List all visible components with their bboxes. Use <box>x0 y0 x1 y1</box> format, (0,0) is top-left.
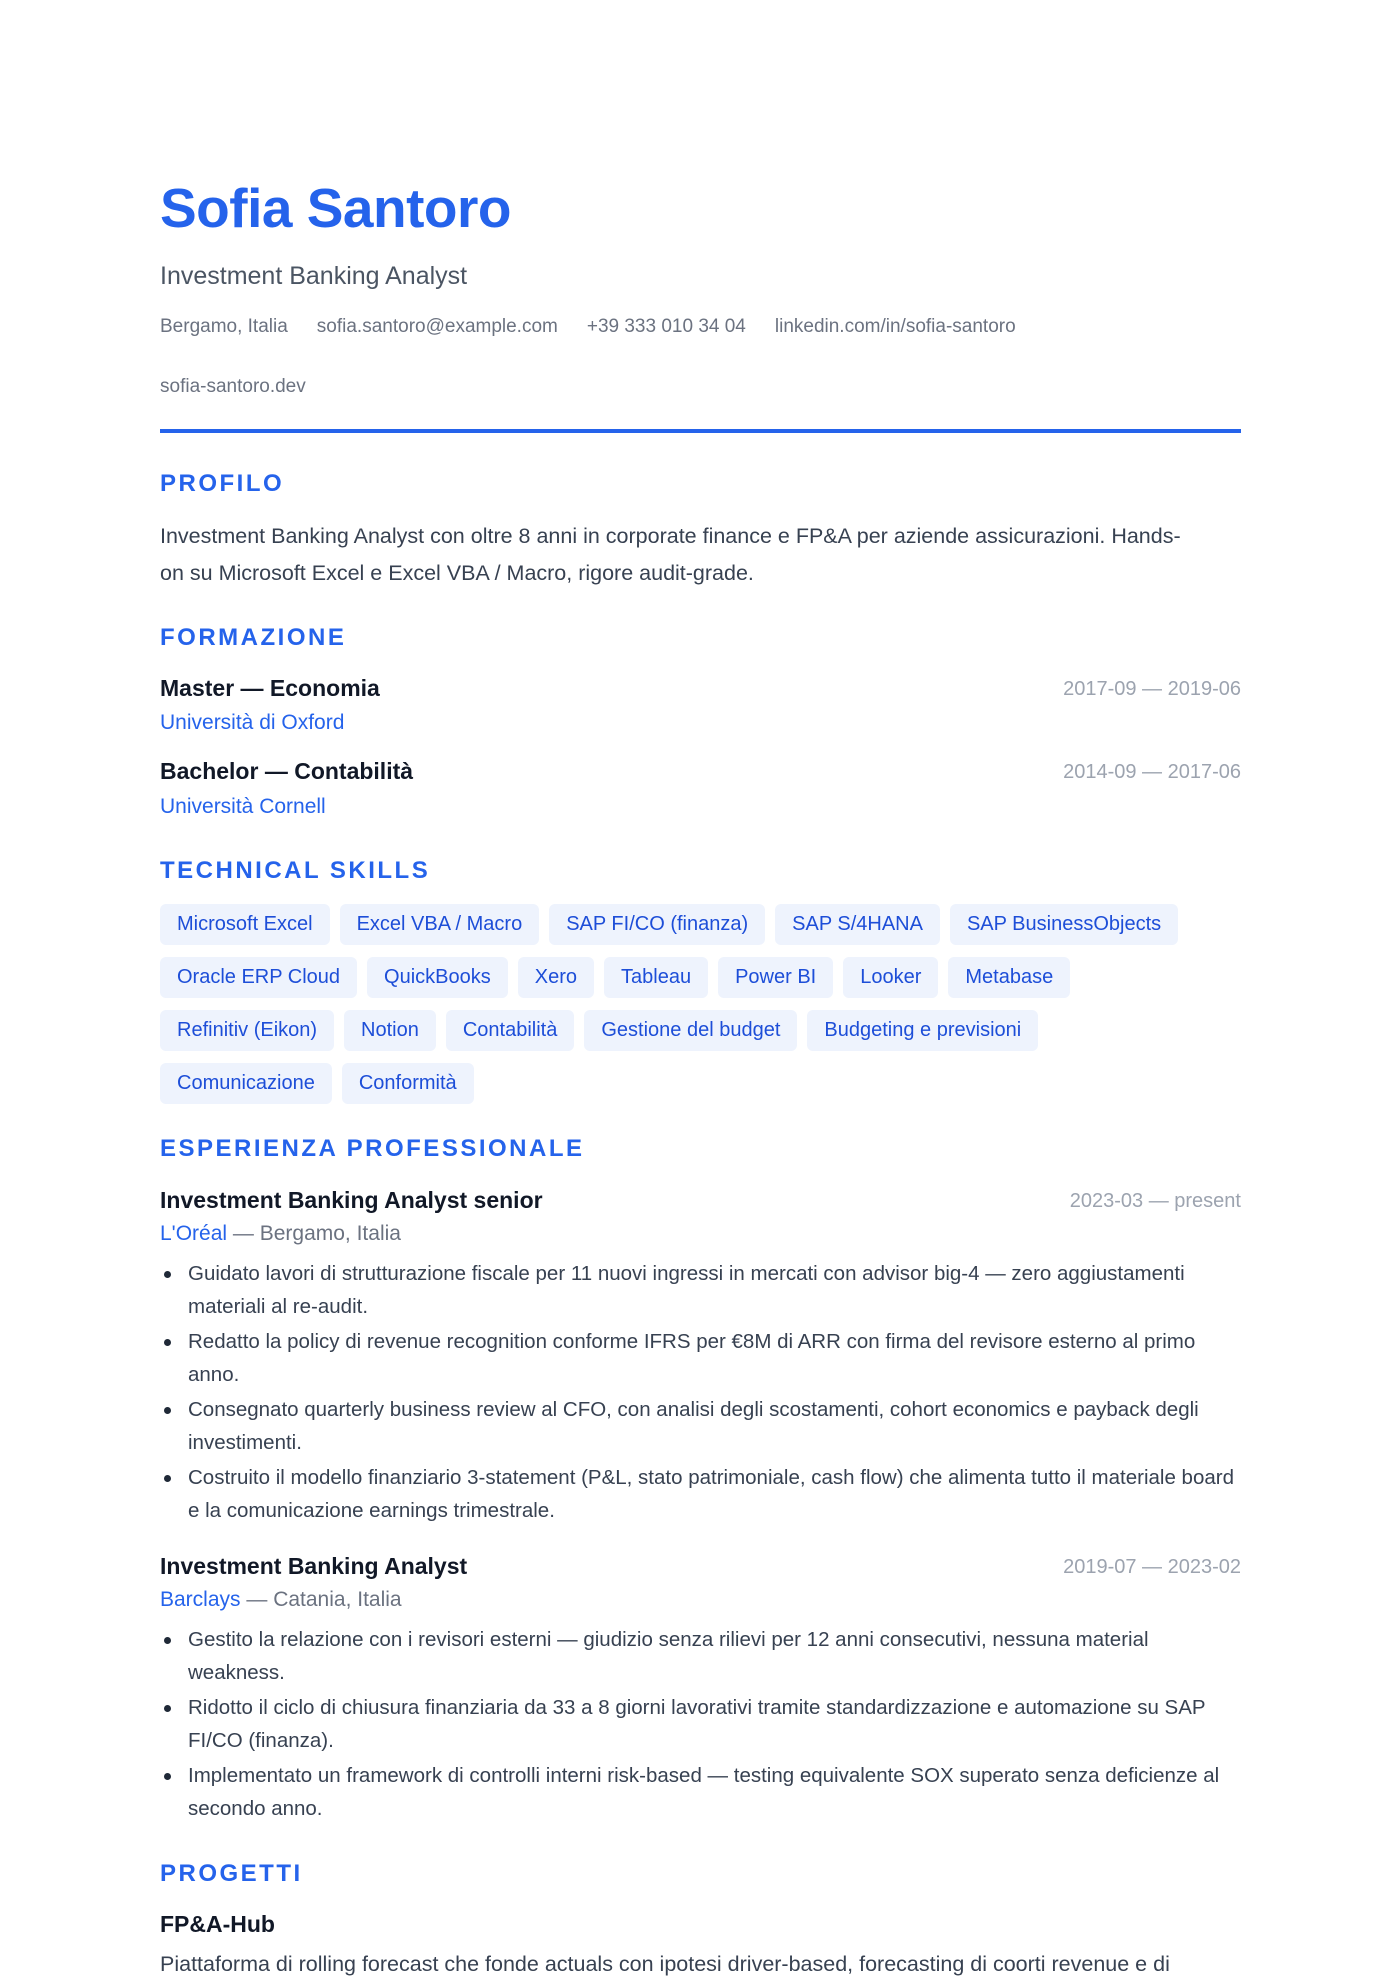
job-title: Investment Banking Analyst <box>160 1553 468 1579</box>
skill-chip: Power BI <box>718 957 833 998</box>
skill-chip: Conformità <box>342 1063 474 1104</box>
skill-chip: Tableau <box>604 957 708 998</box>
skill-chip: Oracle ERP Cloud <box>160 957 357 998</box>
job-employer <box>160 1222 401 1246</box>
skill-chip: Notion <box>344 1010 436 1051</box>
profile-summary-line: Investment Banking Analyst con oltre 8 anni in corporate finance e FP&A per aziende assicurazioni. Hands- <box>160 524 1181 548</box>
skills-list <box>160 904 1241 1116</box>
job-highlight-item: Consegnato quarterly business review al CFO, con analisi degli scostamenti, cohort economics e payback degli investimenti. <box>160 1393 1241 1459</box>
skill-chip: Gestione del budget <box>584 1010 797 1051</box>
job-highlight-item: Ridotto il ciclo di chiusura finanziaria da 33 a 8 giorni lavorativi tramite standardizzazione e automazione su SAP FI/CO (finanza). <box>160 1691 1241 1757</box>
education-degree: Master — Economia <box>160 675 380 701</box>
project-description: Piattaforma di rolling forecast che fonde actuals con ipotesi driver-based, forecasting di coorti revenue e di <box>160 1952 1170 1976</box>
project-name: FP&A-Hub <box>160 1911 275 1937</box>
contact-location: Bergamo, Italia <box>160 316 288 337</box>
job-highlights <box>160 1623 1241 1827</box>
job-highlights <box>160 1257 1241 1529</box>
skill-chip: Microsoft Excel <box>160 904 330 945</box>
contact-email[interactable]: sofia.santoro@example.com <box>316 316 558 337</box>
job-company: L'Oréal <box>160 1222 228 1245</box>
skill-chip: SAP FI/CO (finanza) <box>549 904 765 945</box>
section-title-profile: PROFILO <box>160 470 285 497</box>
skill-chip: QuickBooks <box>367 957 508 998</box>
job-company: Barclays <box>160 1588 241 1611</box>
candidate-title: Investment Banking Analyst <box>160 262 468 290</box>
contact-phone[interactable]: +39 333 010 34 04 <box>586 316 746 337</box>
education-dates: 2017-09 — 2019-06 <box>1063 678 1241 700</box>
skill-chip: Comunicazione <box>160 1063 332 1104</box>
header-divider <box>160 429 1241 433</box>
contact-linkedin[interactable]: linkedin.com/in/sofia-santoro <box>774 316 1016 337</box>
job-highlight-item: Guidato lavori di strutturazione fiscale per 11 nuovi ingressi in mercati con advisor big-4 — zero aggiustamenti materiali al re-audit. <box>160 1257 1241 1323</box>
job-highlight-item: Redatto la policy di revenue recognition conforme IFRS per €8M di ARR con firma del revisore esterno al primo anno. <box>160 1325 1241 1391</box>
education-school: Università di Oxford <box>160 711 345 734</box>
skill-chip: Looker <box>843 957 938 998</box>
job-highlight-item: Implementato un framework di controlli interni risk-based — testing equivalente SOX superato senza deficienze al secondo anno. <box>160 1759 1241 1825</box>
job-dates: 2023-03 — present <box>1069 1190 1241 1212</box>
contact-info <box>160 316 1016 338</box>
skill-chip: SAP S/4HANA <box>775 904 940 945</box>
job-highlight-item: Costruito il modello finanziario 3-statement (P&L, stato patrimoniale, cash flow) che alimenta tutto il materiale board e la comunicazione earnings trimestrale. <box>160 1461 1241 1527</box>
profile-summary-line: on su Microsoft Excel e Excel VBA / Macro, rigore audit-grade. <box>160 561 754 585</box>
job-dates: 2019-07 — 2023-02 <box>1063 1556 1241 1578</box>
profile-summary <box>160 518 1241 592</box>
job-location: — Catania, Italia <box>240 1588 402 1611</box>
section-title-experience: ESPERIENZA PROFESSIONALE <box>160 1135 585 1162</box>
contact-website[interactable]: sofia-santoro.dev <box>160 376 306 397</box>
candidate-name: Sofia Santoro <box>160 177 512 239</box>
skill-chip: SAP BusinessObjects <box>950 904 1178 945</box>
education-degree: Bachelor — Contabilità <box>160 758 414 784</box>
section-title-projects: PROGETTI <box>160 1860 303 1887</box>
section-title-education: FORMAZIONE <box>160 624 347 651</box>
skill-chip: Xero <box>518 957 594 998</box>
job-employer <box>160 1588 402 1612</box>
job-highlight-item: Gestito la relazione con i revisori esterni — giudizio senza rilievi per 12 anni consecutivi, nessuna material weakness. <box>160 1623 1241 1689</box>
skill-chip: Metabase <box>948 957 1070 998</box>
skill-chip: Refinitiv (Eikon) <box>160 1010 334 1051</box>
education-dates: 2014-09 — 2017-06 <box>1063 761 1241 783</box>
skill-chip: Excel VBA / Macro <box>340 904 540 945</box>
job-location: — Bergamo, Italia <box>227 1222 401 1245</box>
job-title: Investment Banking Analyst senior <box>160 1187 543 1213</box>
skill-chip: Contabilità <box>446 1010 575 1051</box>
education-school: Università Cornell <box>160 795 326 818</box>
section-title-skills: TECHNICAL SKILLS <box>160 857 431 884</box>
skill-chip: Budgeting e previsioni <box>807 1010 1038 1051</box>
